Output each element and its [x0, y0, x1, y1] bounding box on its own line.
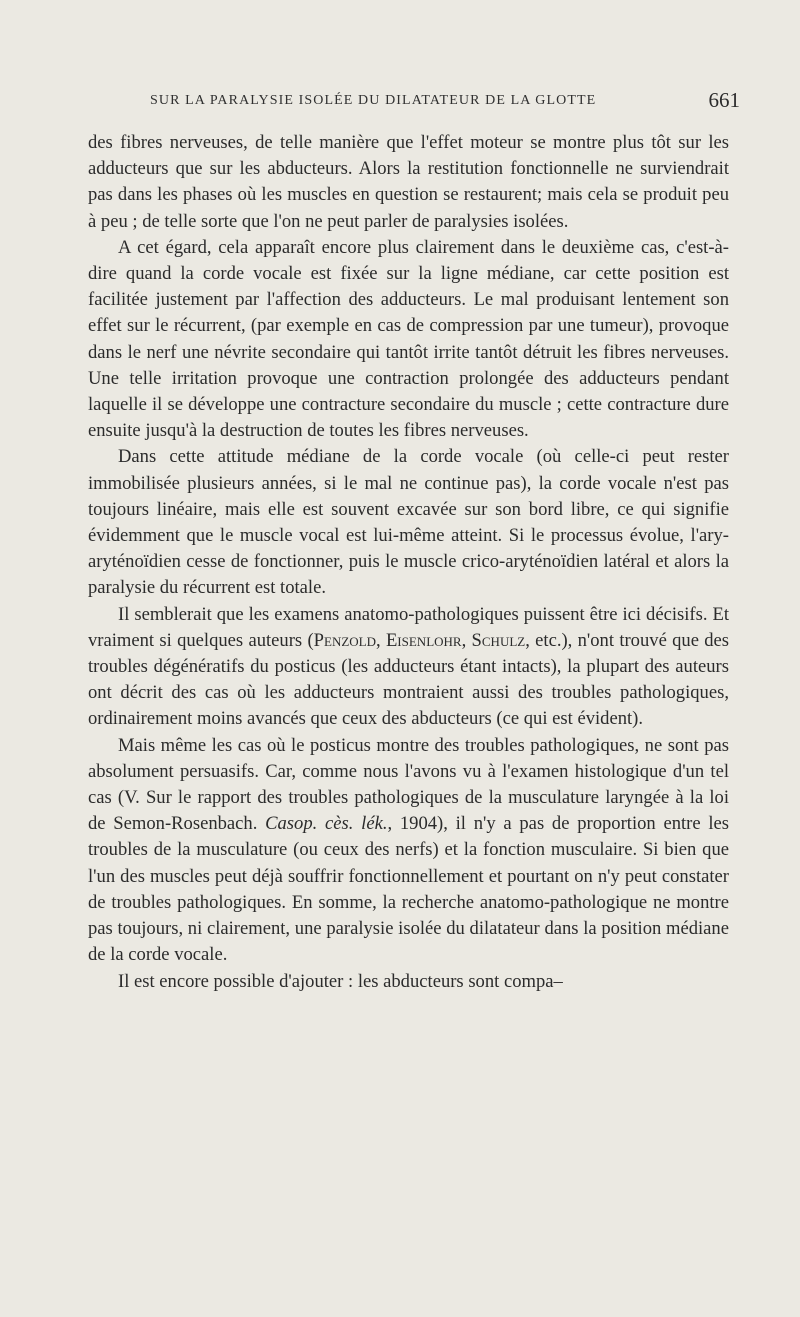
- running-title: SUR LA PARALYSIE ISOLÉE DU DILATATEUR DE LA GLOTTE: [150, 93, 597, 108]
- paragraph-4-end: , etc.), n'ont trouvé que des troubles dégénératifs du posticus (les adducteurs étant intacts), la plupart des auteurs ont décrit des cas où les adducteurs montraient aussi des troubles pathologiques, ordinairement moins avancés que ceux des abducteurs (ce qui est évident).: [88, 629, 730, 730]
- paragraph-4: [88, 602, 729, 733]
- paragraph-5-end: , 1904), il n'y a pas de proportion entre les troubles de la musculature (ou ceux des nerfs) et la fonction musculaire. Si bien que l'un des muscles peut déjà souffrir fonctionnellement et pourtant on n'y peut constater de troubles pathologiques. En somme, la recherche anatomo-pathologique ne montre pas toujours, ni clairement, une paralysie isolée du dilatateur dans la position médiane de la corde vocale.: [88, 813, 729, 966]
- page-number: 661: [708, 88, 740, 112]
- author-eisenlohr: Eisenlohr: [385, 629, 462, 651]
- paragraph-5-start: Mais même les cas où le posticus montre des troubles pathologiques, ne sont pas absolument persuasifs. Car, comme nous l'avons vu à l'examen histologique d'un tel cas (V. Sur le rapport des troubles pathologiques de la musculature laryngée à la loi de Semon-Rosenbach.: [88, 734, 729, 835]
- paragraph-3: Dans cette attitude médiane de la corde vocale (où celle-ci peut rester immobilisée plusieurs années, si le mal ne continue pas), la corde vocale n'est pas toujours linéaire, mais elle est souvent excavée sur son bord libre, ce qui signifie évidemment que le muscle vocal est lui-même atteint. Si le processus évolue, l'ary-aryténoïdien cesse de fonctionner, puis le muscle crico-aryténoïdien latéral et alors la paralysie du récurrent est totale.: [88, 446, 729, 599]
- body-text: [88, 130, 729, 995]
- author-penzold: Penzold: [313, 629, 376, 651]
- journal-citation: Casop. cès. lék.: [265, 813, 388, 835]
- paragraph-5: [88, 733, 729, 969]
- paragraph-1: des fibres nerveuses, de telle manière que l'effet moteur se montre plus tôt sur les adducteurs que sur les abducteurs. Alors la restitution fonctionnelle ne surviendrait pas dans les phases où les muscles en question se restaurent; mais cela se produit peu à peu ; de telle sorte que l'on ne peut parler de paralysies isolées.: [88, 132, 729, 232]
- paragraph-2: A cet égard, cela apparaît encore plus clairement dans le deuxième cas, c'est-à-dire quand la corde vocale est fixée sur la ligne médiane, car cette position est facilitée justement par l'affection des adducteurs. Le mal produisant lentement son effet sur le récurrent, (par exemple en cas de compression par une tumeur), provoque dans le nerf une névrite secondaire qui tantôt irrite tantôt détruit les fibres nerveuses. Une telle irritation provoque une contraction prolongée des adducteurs pendant laquelle il se développe une contracture secondaire du muscle ; cette contracture dure ensuite jusqu'à la destruction de toutes les fibres nerveuses.: [88, 236, 729, 442]
- paragraph-4-start: Il semblerait que les examens anatomo-pathologiques puissent être ici décisifs. Et vraiment si quelques auteurs (: [88, 603, 729, 651]
- paragraph-6: Il est encore possible d'ajouter : les abducteurs sont compa–: [118, 970, 563, 992]
- separator-1: ,: [376, 629, 386, 651]
- page-header: [150, 88, 740, 118]
- separator-2: ,: [461, 629, 472, 651]
- author-schulz: Schulz: [471, 629, 526, 651]
